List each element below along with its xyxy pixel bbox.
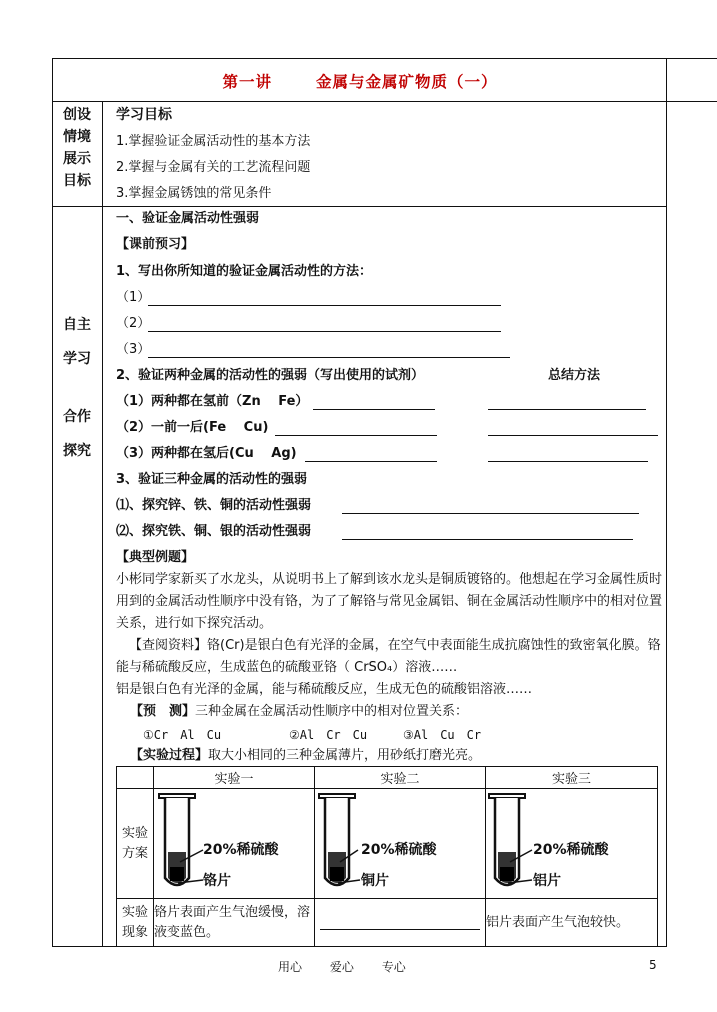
- footer: [278, 958, 430, 975]
- test-tube-copper: [317, 792, 357, 892]
- part-title: 一、验证金属活动性强弱: [116, 211, 260, 226]
- answer-blank[interactable]: [305, 461, 437, 462]
- metal-label: 铝片: [533, 873, 561, 889]
- q2-item: （1）两种都在氢前（Zn Fe）: [116, 394, 309, 409]
- process-line: [130, 747, 481, 765]
- label-column-divider: [102, 101, 103, 946]
- objectives-heading: 学习目标: [116, 107, 172, 123]
- footer-item: 用心: [278, 960, 303, 974]
- frame-right-inner: [666, 58, 667, 946]
- answer-blank[interactable]: [313, 409, 435, 410]
- q3-item: ⑵、探究铁、铜、银的活动性强弱: [116, 524, 312, 539]
- observation-cell[interactable]: [315, 899, 486, 947]
- answer-blank[interactable]: [148, 305, 501, 306]
- observation-cell: 铬片表面产生气泡缓慢，溶液变蓝色。: [154, 899, 315, 947]
- observation-cell: 铝片表面产生气泡较快。: [486, 899, 658, 947]
- answer-blank[interactable]: [342, 513, 639, 514]
- answer-blank[interactable]: [275, 435, 437, 436]
- example-paragraph: 小彬同学家新买了水龙头，从说明书上了解到该水龙头是铜质镀铬的。他想起在学习金属性质时用到的金属活动性顺序中没有铬，为了了解铬与常见金属铝、铜在金属活动性顺序中的相对位置关系，进行如下探究活动。: [116, 572, 663, 631]
- objective-item: 2.掌握与金属有关的工艺流程问题: [116, 160, 311, 175]
- title-topic: 金属与金属矿物质（一）: [316, 73, 498, 91]
- page-title: [150, 70, 570, 92]
- answer-blank[interactable]: [148, 357, 510, 358]
- summary-method-label: 总结方法: [548, 368, 601, 383]
- answer-blank[interactable]: [342, 539, 633, 540]
- objective-item: 3.掌握金属锈蚀的常见条件: [116, 186, 272, 201]
- blank-label: （1）: [116, 290, 151, 305]
- title-lesson: 第一讲: [222, 73, 272, 91]
- acid-label: 20%稀硫酸: [203, 842, 279, 858]
- q3-item: ⑴、探究锌、铁、铜的活动性强弱: [116, 498, 312, 513]
- objective-item: 1.掌握验证金属活动性的基本方法: [116, 134, 311, 149]
- metal-label: 铜片: [361, 873, 389, 889]
- question-3: 3、验证三种金属的活动性的强弱: [116, 472, 308, 487]
- summary-blank[interactable]: [488, 409, 646, 410]
- page-number: 5: [649, 958, 657, 972]
- process-tag: 【实验过程】: [130, 748, 209, 763]
- reference-paragraph: 【查阅资料】铬(Cr)是银白色有光泽的金属，在空气中表面能生成抗腐蚀性的致密氧化膜。铬能与稀硫酸反应，生成蓝色的硫酸亚铬（ CrSO₄）溶液……: [116, 638, 661, 675]
- summary-blank[interactable]: [488, 461, 648, 462]
- answer-blank[interactable]: [148, 331, 501, 332]
- test-tube-chromium: [157, 792, 197, 892]
- question-1: 1、写出你所知道的验证金属活动性的方法：: [116, 264, 373, 279]
- predict-line: [130, 703, 468, 721]
- blank-label: （3）: [116, 342, 151, 357]
- question-2: 2、验证两种金属的活动性的强弱（写出使用的试剂）: [116, 368, 425, 383]
- predict-option: ②Al Cr Cu: [289, 728, 368, 742]
- section2-label: 自主 学习 合作 探究: [63, 317, 91, 459]
- frame-top: [52, 58, 717, 59]
- section1-bottom: [52, 206, 667, 207]
- summary-blank[interactable]: [488, 435, 658, 436]
- footer-item: 专心: [381, 960, 406, 974]
- q2-item: （3）两种都在氢后(Cu Ag): [116, 446, 297, 461]
- preview-tag: 【课前预习】: [116, 237, 195, 252]
- predict-text: 三种金属在金属活动性顺序中的相对位置关系：: [195, 704, 469, 719]
- table-header: 实验三: [486, 767, 658, 789]
- example-tag: 【典型例题】: [116, 550, 195, 565]
- metal-label: 铬片: [203, 873, 231, 889]
- row-label-plan: 实验方案: [117, 789, 154, 899]
- acid-label: 20%稀硫酸: [361, 842, 437, 858]
- acid-label: 20%稀硫酸: [533, 842, 609, 858]
- blank-label: （2）: [116, 316, 151, 331]
- q2-item: （2）一前一后(Fe Cu): [116, 420, 269, 435]
- row-label-observation: 实验现象: [117, 899, 154, 947]
- table-header: 实验二: [315, 767, 486, 789]
- section1-label: 创设 情境 展示 目标: [63, 107, 91, 189]
- process-text: 取大小相同的三种金属薄片，用砂纸打磨光亮。: [208, 748, 482, 763]
- predict-tag: 【预 测】: [130, 704, 196, 719]
- answer-blank[interactable]: [320, 929, 480, 930]
- aluminum-paragraph: 铝是银白色有光泽的金属，能与稀硫酸反应，生成无色的硫酸铝溶液……: [116, 682, 533, 697]
- table-header: 实验一: [154, 767, 315, 789]
- test-tube-aluminum: [487, 792, 527, 892]
- footer-item: 爱心: [329, 960, 354, 974]
- predict-option: ③Al Cu Cr: [403, 728, 482, 742]
- title-row-bottom: [52, 101, 717, 102]
- predict-option: ①Cr Al Cu: [143, 728, 222, 742]
